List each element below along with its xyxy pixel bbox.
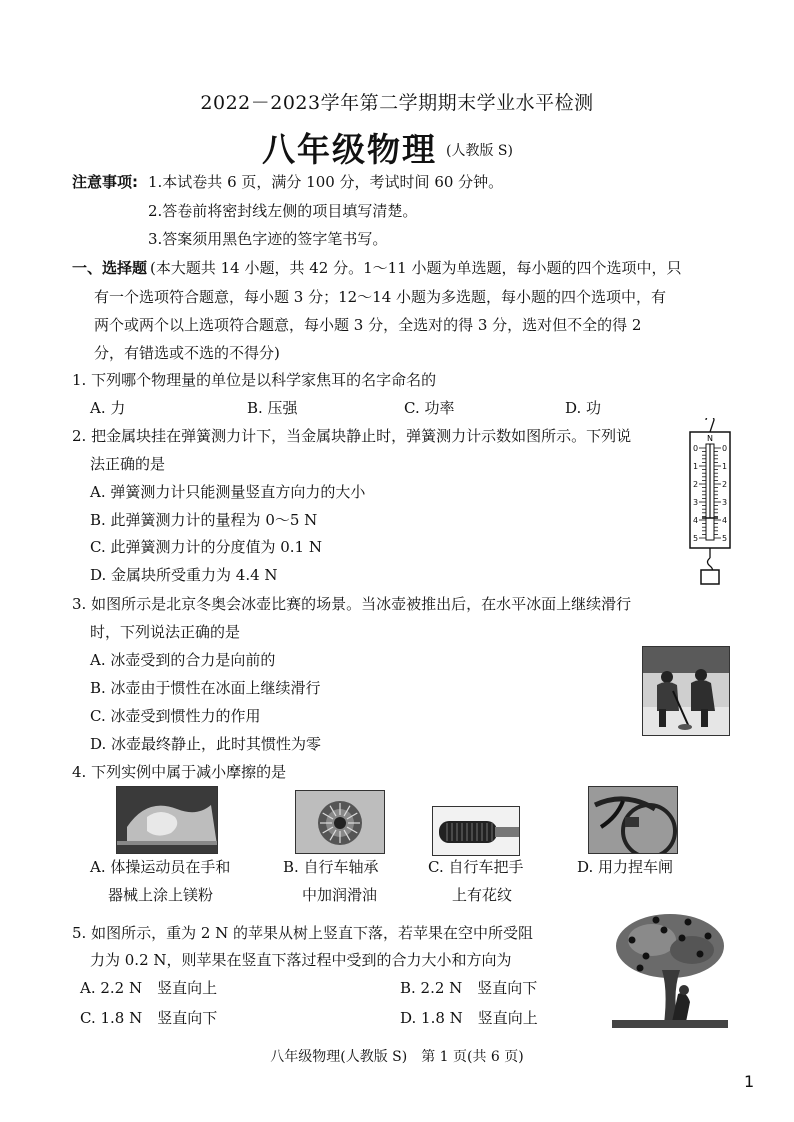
- scale-number: 5: [693, 534, 699, 543]
- q2-stem-line1: 2. 把金属块挂在弹簧测力计下，当金属块静止时，弹簧测力计示数如图所示。下列说: [72, 427, 632, 445]
- q4-option-b-line1: B. 自行车轴承: [283, 858, 379, 876]
- q4-image-a-gymnast-hands: [116, 786, 218, 854]
- q5-stem-line1: 5. 如图所示，重为 2 N 的苹果从树上竖直下落，若苹果在空中所受阻: [72, 924, 534, 942]
- curling-photo: [642, 646, 730, 736]
- scale-number: 0: [693, 444, 699, 453]
- section-instructions-line: 有一个选项符合题意，每小题 3 分；12～14 小题为多选题，每小题的四个选项中，有: [94, 288, 667, 306]
- scale-number: 2: [693, 480, 699, 489]
- scale-number: 4: [693, 516, 699, 525]
- q2-option-d: D. 金属块所受重力为 4.4 N: [90, 566, 278, 584]
- q3-stem-line1: 3. 如图所示是北京冬奥会冰壶比赛的场景。当冰壶被推出后，在水平冰面上继续滑行: [72, 595, 632, 613]
- q4-image-d-brake-lever: [588, 786, 678, 854]
- apple: [653, 917, 660, 924]
- q2-option-c: C. 此弹簧测力计的分度值为 0.1 N: [90, 538, 322, 556]
- q5-option-a: A. 2.2 N 竖直向上: [80, 979, 218, 997]
- apple: [697, 951, 704, 958]
- q3-option-d: D. 冰壶最终静止，此时其惯性为零: [90, 735, 322, 753]
- q5-option-d: D. 1.8 N 竖直向上: [400, 1009, 538, 1027]
- q2-option-a: A. 弹簧测力计只能测量竖直方向力的大小: [90, 483, 366, 501]
- q1-option-d: D. 功: [565, 399, 602, 417]
- scale-number: 0: [722, 444, 728, 453]
- apple: [679, 935, 686, 942]
- subject-title: 八年级物理: [262, 130, 437, 169]
- q1-option-c: C. 功率: [404, 399, 455, 417]
- notice-item-2: 2.答卷前将密封线左侧的项目填写清楚。: [148, 202, 418, 220]
- notice-label: 注意事项:: [72, 173, 138, 191]
- q3-stem-line2: 时，下列说法正确的是: [90, 623, 241, 641]
- scale-number: 2: [722, 480, 728, 489]
- q5-option-b: B. 2.2 N 竖直向下: [400, 979, 538, 997]
- section-instructions-line: 分，有错选或不选的不得分): [94, 344, 280, 362]
- scale-number: 1: [693, 462, 699, 471]
- apple: [637, 965, 644, 972]
- q4-option-a-line2: 器械上涂上镁粉: [108, 886, 214, 904]
- section-instructions-line: (本大题共 14 小题，共 42 分。1～11 小题为单选题，每小题的四个选项中，只: [150, 259, 682, 277]
- q4-option-b-line2: 中加润滑油: [302, 886, 378, 904]
- apple: [629, 937, 636, 944]
- q4-option-c-line1: C. 自行车把手: [428, 858, 524, 876]
- q1-option-b: B. 压强: [247, 399, 298, 417]
- apple: [643, 953, 650, 960]
- q1-stem: 1. 下列哪个物理量的单位是以科学家焦耳的名字命名的: [72, 371, 437, 389]
- scale-unit: N: [707, 434, 713, 443]
- scale-number: 1: [722, 462, 728, 471]
- apple: [705, 933, 712, 940]
- q4-option-a-line1: A. 体操运动员在手和: [90, 858, 231, 876]
- q2-option-b: B. 此弹簧测力计的量程为 0～5 N: [90, 511, 318, 529]
- apple: [661, 927, 668, 934]
- scale-number: 3: [722, 498, 728, 507]
- exam-title: 2022－2023学年第二学期期末学业水平检测: [200, 92, 594, 114]
- q1-option-a: A. 力: [90, 399, 126, 417]
- scale-number: 5: [722, 534, 728, 543]
- q4-image-b-bike-bearing: [295, 790, 385, 854]
- notice-item-1: 1.本试卷共 6 页，满分 100 分，考试时间 60 分钟。: [148, 173, 504, 191]
- q2-stem-line2: 法正确的是: [90, 455, 166, 473]
- edition-label: (人教版 S): [446, 143, 513, 159]
- section-instructions-line: 两个或两个以上选项符合题意，每小题 3 分，全选对的得 3 分，选对但不全的得 2: [94, 316, 642, 334]
- section-heading: 一、选择题: [72, 259, 148, 277]
- notice-item-3: 3.答案须用黑色字迹的签字笔书写。: [148, 230, 388, 248]
- scale-number: 3: [693, 498, 699, 507]
- scale-number: 4: [722, 516, 728, 525]
- page-number: 1: [744, 1072, 755, 1091]
- spring-scale-figure: [682, 418, 738, 586]
- q4-stem: 4. 下列实例中属于减小摩擦的是: [72, 763, 287, 781]
- q5-stem-line2: 力为 0.2 N，则苹果在竖直下落过程中受到的合力大小和方向为: [90, 951, 512, 969]
- q5-option-c: C. 1.8 N 竖直向下: [80, 1009, 218, 1027]
- q4-option-d-line1: D. 用力捏车闸: [577, 858, 674, 876]
- metal-block: [701, 570, 719, 584]
- apple: [685, 919, 692, 926]
- q3-option-c: C. 冰壶受到惯性力的作用: [90, 707, 261, 725]
- q4-option-c-line2: 上有花纹: [452, 886, 513, 904]
- page-footer: 八年级物理(人教版 S) 第 1 页(共 6 页): [270, 1049, 524, 1065]
- q3-option-a: A. 冰壶受到的合力是向前的: [90, 651, 276, 669]
- q3-option-b: B. 冰壶由于惯性在冰面上继续滑行: [90, 679, 321, 697]
- apple-tree-figure: [612, 910, 728, 1028]
- q4-image-c-bike-grip: [432, 806, 520, 856]
